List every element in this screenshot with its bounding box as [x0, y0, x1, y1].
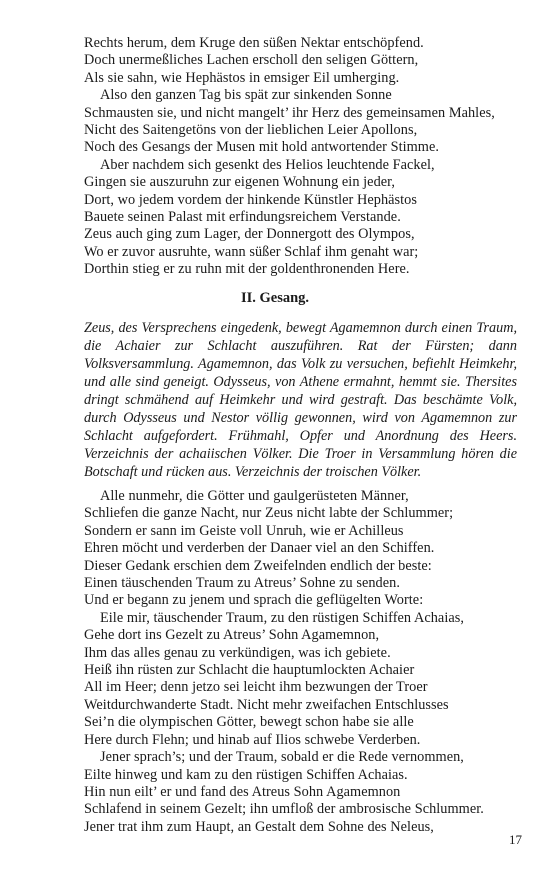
verse-line: Doch unermeßliches Lachen erscholl den seligen Göttern,: [84, 52, 419, 69]
verse-line: Jener sprach’s; und der Traum, sobald er die Rede vernommen,: [100, 749, 464, 766]
verse-block-bottom: [84, 488, 524, 836]
verse-line: Hin nun eilt’ er und fand des Atreus Sohn Agamemnon: [84, 783, 401, 800]
verse-line: Weitdurchwanderte Stadt. Nicht mehr zweifachen Entschlusses: [84, 696, 449, 713]
verse-line: Schmausten sie, und nicht mangelt’ ihr Herz des gemeinsamen Mahles,: [84, 104, 495, 121]
page-number: 17: [509, 832, 522, 847]
verse-line: Ehren möcht und verderben der Danaer viel an den Schiffen.: [84, 540, 435, 557]
verse-line: Also den ganzen Tag bis spät zur sinkenden Sonne: [100, 87, 392, 104]
verse-line: All im Heer; denn jetzo sei leicht ihm bezwungen der Troer: [84, 679, 428, 696]
verse-line: Bauete seinen Palast mit erfindungsreichem Verstande.: [84, 209, 401, 226]
verse-line: Alle nunmehr, die Götter und gaulgerüsteten Männer,: [100, 488, 409, 504]
canto-summary: Zeus, des Versprechens eingedenk, bewegt Agamemnon durch einen Traum, die Achaier zur Schlacht auszuführen. Rat der Fürsten; dann Volksversammlung. Agamemnon, das Volk zu versuchen, befiehlt Heimkehr, und alle sind geneigt. Odysseus, von Athene ermahnt, hemmt sie. Thersites dringt schmähend auf Heimkehr und wird gestraft. Das beschämte Volk, durch Odysseus und Nestor völlig gewonnen, wird von Agamemnon zur Schlacht aufgefordert. Frühmahl, Opfer und Anordnung des Heers. Verzeichnis der achaiischen Völker. Die Troer in Versammlung hören die Botschaft und rücken aus. Verzeichnis der troischen Völker.: [84, 320, 517, 481]
verse-line: Aber nachdem sich gesenkt des Helios leuchtende Fackel,: [100, 156, 435, 173]
verse-line: Gehe dort ins Gezelt zu Atreus’ Sohn Agamemnon,: [84, 627, 380, 644]
verse-line: Als sie sahn, wie Hephästos in emsiger Eil umherging.: [84, 69, 400, 86]
section-title: II. Gesang.: [240, 290, 310, 306]
verse-line: Wo er zuvor ausruhte, wann süßer Schlaf ihm genaht war;: [84, 243, 419, 260]
verse-line: Einen täuschenden Traum zu Atreus’ Sohne zu senden.: [84, 575, 400, 592]
verse-block-top: [84, 35, 524, 279]
verse-line: Eilte hinweg und kam zu den rüstigen Schiffen Achaias.: [84, 766, 408, 783]
verse-line: Und er begann zu jenem und sprach die geflügelten Worte:: [84, 592, 424, 609]
verse-line: Here durch Flehn; und hinab auf Ilios schwebe Verderben.: [84, 731, 421, 748]
verse-line: Dieser Gedank erschien dem Zweifelnden endlich der beste:: [84, 557, 432, 574]
verse-line: Ihm das alles genau zu verkündigen, was ich gebiete.: [84, 644, 391, 661]
verse-line: Rechts herum, dem Kruge den süßen Nektar entschöpfend.: [84, 35, 424, 51]
verse-line: Sei’n die olympischen Götter, bewegt schon habe sie alle: [84, 714, 414, 731]
verse-line: Schliefen die ganze Nacht, nur Zeus nicht labte der Schlummer;: [84, 505, 454, 522]
verse-line: Zeus auch ging zum Lager, der Donnergott des Olympos,: [84, 226, 415, 243]
verse-line: Gingen sie auszuruhn zur eigenen Wohnung ein jeder,: [84, 174, 396, 191]
verse-line: Jener trat ihm zum Haupt, an Gestalt dem Sohne des Neleus,: [84, 818, 434, 835]
verse-line: Dorthin stieg er zu ruhn mit der goldenthronenden Here.: [84, 261, 410, 278]
verse-line: Schlafend in seinem Gezelt; ihn umfloß der ambrosische Schlummer.: [84, 801, 484, 818]
verse-line: Noch des Gesangs der Musen mit hold antwortender Stimme.: [84, 139, 439, 156]
verse-line: Heiß ihn rüsten zur Schlacht die hauptumlockten Achaier: [84, 662, 415, 679]
verse-line: Sondern er sann im Geiste voll Unruh, wie er Achilleus: [84, 522, 404, 539]
verse-line: Eile mir, täuschender Traum, zu den rüstigen Schiffen Achaias,: [100, 609, 464, 626]
verse-line: Nicht des Saitengetöns von der lieblichen Leier Apollons,: [84, 122, 418, 139]
verse-line: Dort, wo jedem vordem der hinkende Künstler Hephästos: [84, 191, 417, 208]
